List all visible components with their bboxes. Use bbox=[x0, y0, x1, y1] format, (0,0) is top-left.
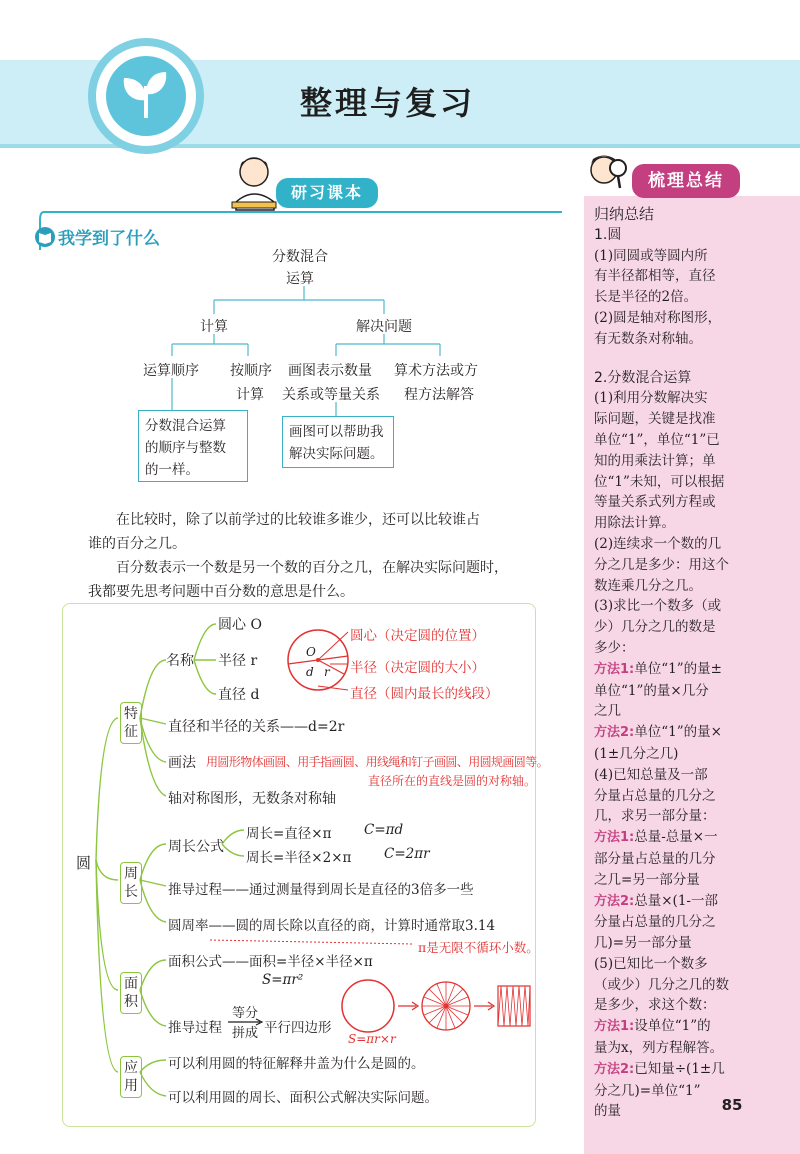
summary-line: (4)已知总量及一部 bbox=[594, 766, 708, 783]
summary-line: 分量占总量的几分之 bbox=[594, 914, 716, 931]
fig-d: d bbox=[306, 665, 314, 679]
method-label: 方法2: bbox=[594, 1061, 635, 1077]
tab-study-textbook: 研习课本 bbox=[276, 178, 378, 208]
method-label: 方法2: bbox=[594, 893, 635, 909]
summary-text bbox=[594, 204, 794, 1122]
summary-line: 有无数条对称轴。 bbox=[594, 330, 702, 347]
area-derivation-figure bbox=[336, 976, 536, 1038]
note-diagram-line: 解决实际问题。 bbox=[289, 446, 384, 462]
node-order: 运算顺序 bbox=[143, 363, 199, 379]
note-order-line: 的一样。 bbox=[145, 462, 199, 478]
summary-line: 几，求另一部分量： bbox=[594, 808, 716, 825]
map-root: 圆 bbox=[76, 854, 92, 872]
page-number: 85 bbox=[721, 1096, 743, 1114]
pi-definition: 圆周率——圆的周长除以直径的商，计算时通常取3.14 bbox=[168, 918, 496, 934]
method-label: 方法1: bbox=[594, 1019, 635, 1035]
summary-lines bbox=[594, 225, 794, 1122]
summary-line: (1)利用分数解决实 bbox=[594, 390, 708, 407]
summary-line: 有半径都相等，直径 bbox=[594, 268, 716, 285]
summary-line: 部分量占总量的几分 bbox=[594, 850, 716, 867]
summary-line: 际问题，关键是找准 bbox=[594, 411, 716, 428]
label-draw: 画法 bbox=[168, 755, 196, 771]
summary-line bbox=[594, 659, 794, 681]
circ-formula-1b: C=πd bbox=[364, 822, 404, 838]
item-diameter: 直径 d bbox=[218, 687, 260, 703]
label-circ-formula: 周长公式 bbox=[168, 839, 224, 855]
paragraph-line: 在比较时，除了以前学过的比较谁多谁少，还可以比较谁占 bbox=[116, 512, 480, 528]
summary-line bbox=[594, 1059, 794, 1081]
note-diameter: 直径（圆内最长的线段） bbox=[350, 686, 499, 702]
summary-line: 等量关系式列方程或 bbox=[594, 494, 716, 511]
method-text: 单位“1”的量± bbox=[634, 660, 722, 677]
summary-line bbox=[594, 827, 794, 849]
method-text: 设单位“1”的 bbox=[634, 1018, 711, 1035]
summary-line: 的量 bbox=[594, 1103, 621, 1120]
pi-note: π是无限不循环小数。 bbox=[418, 940, 539, 955]
note-diagram-line: 画图可以帮助我 bbox=[289, 424, 384, 440]
summary-line bbox=[594, 1016, 794, 1038]
tab-summary: 梳理总结 bbox=[632, 164, 740, 198]
circ-derivation: 推导过程——通过测量得到周长是直径的3倍多一些 bbox=[168, 882, 474, 898]
summary-line: (1)同圆或等圆内所 bbox=[594, 247, 708, 264]
summary-line: 2.分数混合运算 bbox=[594, 369, 692, 386]
area-formula: 面积公式——面积=半径×半径×π bbox=[168, 954, 373, 970]
note-center: 圆心（决定圆的位置） bbox=[350, 628, 485, 644]
area-formula-b: S=πr² bbox=[262, 972, 304, 988]
tree-root: 分数混合 bbox=[272, 249, 328, 265]
item-symmetry: 轴对称图形，无数条对称轴 bbox=[168, 791, 336, 807]
application-2: 可以利用圆的周长、面积公式解决实际问题。 bbox=[168, 1090, 438, 1106]
summary-line: (5)已知比一个数多 bbox=[594, 955, 708, 972]
node-by-order-2: 计算 bbox=[236, 387, 264, 403]
application-1: 可以利用圆的特征解释井盖为什么是圆的。 bbox=[168, 1056, 425, 1072]
summary-line: 单位“1”，单位“1”已 bbox=[594, 431, 720, 448]
tree-root-2: 运算 bbox=[286, 271, 314, 287]
paragraph-line: 谁的百分之几。 bbox=[88, 536, 186, 552]
summary-line: (2)连续求一个数的几 bbox=[594, 535, 722, 552]
summary-line bbox=[594, 722, 794, 744]
method-label: 方法1: bbox=[594, 661, 635, 677]
area-arrow-bottom: 拼成 bbox=[232, 1026, 259, 1041]
method-label: 方法2: bbox=[594, 725, 635, 741]
summary-heading: 归纳总结 bbox=[594, 205, 655, 223]
summary-line bbox=[594, 891, 794, 913]
method-text: 总量-总量×一 bbox=[634, 829, 718, 846]
item-radius: 半径 r bbox=[218, 653, 258, 669]
summary-line: （或少）几分之几的数 bbox=[594, 976, 729, 993]
draw-methods: 用圆形物体画圆、用手指画圆、用线绳和钉子画圆、用圆规画圆等。 bbox=[206, 755, 549, 769]
label-application: 应用 bbox=[120, 1056, 142, 1098]
node-arith-1: 算术方法或方 bbox=[394, 363, 478, 379]
summary-line: 之几=另一部分量 bbox=[594, 871, 700, 888]
note-order-line: 的顺序与整数 bbox=[145, 440, 226, 456]
summary-line: 是多少，求这个数： bbox=[594, 997, 716, 1014]
label-features: 特征 bbox=[120, 702, 142, 744]
circ-formula-1: 周长=直径×π bbox=[246, 826, 332, 842]
section-heading: 我学到了什么 bbox=[58, 229, 160, 249]
node-diagram-1: 画图表示数量 bbox=[288, 363, 372, 379]
method-text: 总量×(1-一部 bbox=[634, 892, 718, 909]
summary-line: 少）几分之几的数是 bbox=[594, 619, 716, 636]
summary-gap bbox=[594, 350, 794, 368]
label-circumference: 周长 bbox=[120, 862, 142, 904]
paragraph-line: 我都要先思考问题中百分数的意思是什么。 bbox=[88, 584, 354, 600]
summary-line: (3)求比一个数多（或 bbox=[594, 598, 722, 615]
area-derivation-prefix: 推导过程 bbox=[168, 1020, 222, 1036]
method-text: 单位“1”的量× bbox=[634, 724, 722, 741]
fig-o: O bbox=[306, 645, 316, 659]
note-radius: 半径（决定圆的大小） bbox=[350, 660, 485, 676]
node-solve: 解决问题 bbox=[356, 319, 412, 335]
sectored-circle bbox=[422, 982, 470, 1030]
summary-line: 分之几)=单位“1” bbox=[594, 1082, 701, 1099]
summary-line: 1.圆 bbox=[594, 226, 622, 243]
item-center: 圆心 O bbox=[218, 617, 262, 633]
summary-line: 长是半径的2倍。 bbox=[594, 289, 698, 306]
fig-r: r bbox=[324, 665, 330, 679]
method-text: 已知量÷(1±几 bbox=[634, 1060, 725, 1077]
circ-formula-2: 周长=半径×2×π bbox=[246, 850, 352, 866]
summary-line: 分量占总量的几分之 bbox=[594, 787, 716, 804]
paragraph-line: 百分数表示一个数是另一个数的百分之几，在解决实际问题时， bbox=[116, 560, 508, 576]
area-derivation-suffix: 平行四边形 bbox=[264, 1020, 332, 1036]
summary-line: (2)圆是轴对称图形， bbox=[594, 309, 722, 326]
summary-line: 单位“1”的量×几分 bbox=[594, 682, 709, 699]
summary-line: 多少： bbox=[594, 639, 635, 656]
summary-line: 几)=另一部分量 bbox=[594, 935, 692, 952]
node-diagram-2: 关系或等量关系 bbox=[282, 387, 380, 403]
summary-line: 数连乘几分之几。 bbox=[594, 577, 702, 594]
page-title: 整理与复习 bbox=[300, 84, 476, 122]
summary-line: 知的用乘法计算；单 bbox=[594, 452, 716, 469]
node-by-order-1: 按顺序 bbox=[230, 363, 272, 379]
detective-icon bbox=[584, 146, 632, 196]
summary-line: 之几 bbox=[594, 703, 621, 720]
label-name: 名称 bbox=[166, 653, 194, 669]
axis-note: 直径所在的直线是圆的对称轴。 bbox=[368, 774, 537, 788]
summary-line: 量为x，列方程解答。 bbox=[594, 1040, 724, 1057]
circ-formula-2b: C=2πr bbox=[384, 846, 430, 862]
area-figure-note: S=πr×r bbox=[348, 1032, 396, 1046]
node-arith-2: 程方法解答 bbox=[404, 387, 474, 403]
item-relation: 直径和半径的关系——d=2r bbox=[168, 719, 345, 735]
summary-line: 用除法计算。 bbox=[594, 515, 675, 532]
label-area: 面积 bbox=[120, 972, 142, 1014]
summary-line: (1±几分之几) bbox=[594, 745, 679, 762]
node-calc: 计算 bbox=[200, 319, 228, 335]
method-label: 方法1: bbox=[594, 830, 635, 846]
summary-line: 位“1”未知，可以根据 bbox=[594, 473, 725, 490]
area-arrow-top: 等分 bbox=[232, 1006, 259, 1021]
summary-line: 分之几是多少：用这个 bbox=[594, 556, 729, 573]
note-order-line: 分数混合运算 bbox=[145, 418, 226, 434]
parallelogram-strips bbox=[498, 986, 530, 1026]
